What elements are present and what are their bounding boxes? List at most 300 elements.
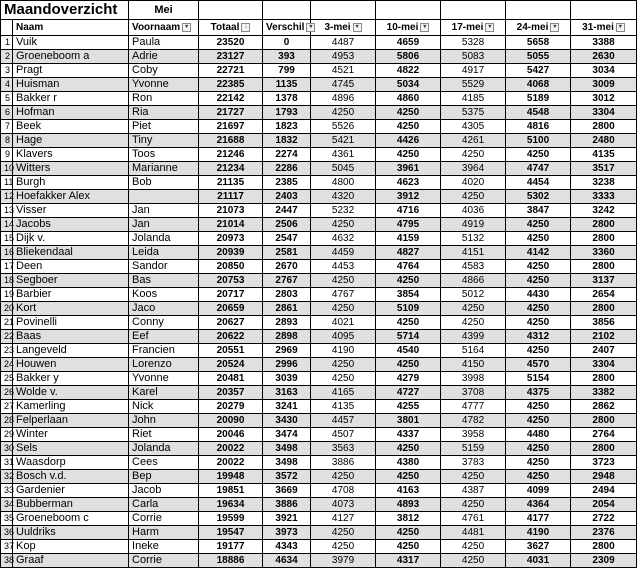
cell-3-mei[interactable]: 4453 (311, 260, 376, 274)
cell-voornaam[interactable]: Ineke (129, 540, 199, 554)
cell-31-mei[interactable]: 2054 (571, 498, 637, 512)
cell-17-mei[interactable]: 5328 (441, 36, 506, 50)
cell-3-mei[interactable]: 3563 (311, 442, 376, 456)
cell-voornaam[interactable]: John (129, 414, 199, 428)
cell-totaal[interactable]: 20659 (199, 302, 263, 316)
cell-row-index[interactable]: 19 (1, 288, 13, 302)
cell-voornaam[interactable]: Bep (129, 470, 199, 484)
cell-24-mei[interactable]: 4068 (506, 78, 571, 92)
cell-naam[interactable]: Dijk v. (13, 232, 129, 246)
cell-naam[interactable]: Felperlaan (13, 414, 129, 428)
cell-10-mei[interactable]: 4716 (376, 204, 441, 218)
cell-17-mei[interactable]: 4305 (441, 120, 506, 134)
cell-3-mei[interactable]: 4507 (311, 428, 376, 442)
cell-row-index[interactable]: 12 (1, 190, 13, 204)
cell-31-mei[interactable]: 2102 (571, 330, 637, 344)
cell-17-mei[interactable]: 5375 (441, 106, 506, 120)
cell-row-index[interactable]: 18 (1, 274, 13, 288)
cell-17-mei[interactable]: 4250 (441, 302, 506, 316)
cell-row-index[interactable]: 23 (1, 344, 13, 358)
cell-naam[interactable]: Uuldriks (13, 526, 129, 540)
cell-row-index[interactable]: 20 (1, 302, 13, 316)
cell-3-mei[interactable]: 5421 (311, 134, 376, 148)
cell-3-mei[interactable]: 4135 (311, 400, 376, 414)
cell-31-mei[interactable]: 2494 (571, 484, 637, 498)
cell-17-mei[interactable]: 4481 (441, 526, 506, 540)
cell-verschil[interactable]: 2547 (263, 232, 311, 246)
cell-naam[interactable]: Deen (13, 260, 129, 274)
filter-dropdown-icon[interactable]: ▾ (550, 23, 559, 32)
cell-3-mei[interactable]: 4745 (311, 78, 376, 92)
cell-24-mei[interactable]: 3627 (506, 540, 571, 554)
cell-naam[interactable]: Kort (13, 302, 129, 316)
cell-31-mei[interactable]: 3238 (571, 176, 637, 190)
cell-24-mei[interactable]: 5100 (506, 134, 571, 148)
filter-dropdown-icon[interactable]: ▾ (353, 23, 362, 32)
cell-row-index[interactable]: 10 (1, 162, 13, 176)
cell-voornaam[interactable]: Marianne (129, 162, 199, 176)
cell-naam[interactable]: Kop (13, 540, 129, 554)
empty-cell[interactable] (506, 1, 571, 20)
cell-24-mei[interactable]: 5055 (506, 50, 571, 64)
cell-naam[interactable]: Groeneboom a (13, 50, 129, 64)
cell-naam[interactable]: Klavers (13, 148, 129, 162)
cell-17-mei[interactable]: 3998 (441, 372, 506, 386)
cell-10-mei[interactable]: 5109 (376, 302, 441, 316)
cell-17-mei[interactable]: 4782 (441, 414, 506, 428)
cell-10-mei[interactable]: 4159 (376, 232, 441, 246)
cell-3-mei[interactable]: 4190 (311, 344, 376, 358)
cell-naam[interactable]: Huisman (13, 78, 129, 92)
cell-31-mei[interactable]: 3242 (571, 204, 637, 218)
cell-17-mei[interactable]: 3708 (441, 386, 506, 400)
cell-17-mei[interactable]: 4387 (441, 484, 506, 498)
cell-3-mei[interactable]: 5045 (311, 162, 376, 176)
cell-3-mei[interactable]: 4250 (311, 106, 376, 120)
cell-10-mei[interactable]: 4860 (376, 92, 441, 106)
cell-10-mei[interactable]: 5806 (376, 50, 441, 64)
cell-10-mei[interactable]: 4250 (376, 540, 441, 554)
cell-24-mei[interactable]: 4250 (506, 302, 571, 316)
cell-voornaam[interactable]: Ria (129, 106, 199, 120)
cell-totaal[interactable]: 22142 (199, 92, 263, 106)
cell-24-mei[interactable]: 4177 (506, 512, 571, 526)
cell-row-index[interactable]: 22 (1, 330, 13, 344)
cell-17-mei[interactable]: 4261 (441, 134, 506, 148)
cell-voornaam[interactable]: Yvonne (129, 78, 199, 92)
cell-verschil[interactable]: 2385 (263, 176, 311, 190)
cell-naam[interactable]: Bubberman (13, 498, 129, 512)
cell-totaal[interactable]: 20939 (199, 246, 263, 260)
cell-17-mei[interactable]: 4185 (441, 92, 506, 106)
cell-31-mei[interactable]: 2764 (571, 428, 637, 442)
cell-17-mei[interactable]: 4250 (441, 498, 506, 512)
cell-17-mei[interactable]: 4761 (441, 512, 506, 526)
cell-31-mei[interactable]: 3137 (571, 274, 637, 288)
cell-verschil[interactable]: 3498 (263, 456, 311, 470)
cell-31-mei[interactable]: 3333 (571, 190, 637, 204)
cell-verschil[interactable]: 3241 (263, 400, 311, 414)
cell-10-mei[interactable]: 5714 (376, 330, 441, 344)
cell-31-mei[interactable]: 2800 (571, 442, 637, 456)
cell-naam[interactable]: Bakker y (13, 372, 129, 386)
cell-3-mei[interactable]: 4459 (311, 246, 376, 260)
cell-totaal[interactable]: 20973 (199, 232, 263, 246)
cell-17-mei[interactable]: 5132 (441, 232, 506, 246)
cell-10-mei[interactable]: 4822 (376, 64, 441, 78)
cell-10-mei[interactable]: 4540 (376, 344, 441, 358)
cell-naam[interactable]: Graaf (13, 554, 129, 568)
cell-voornaam[interactable]: Nick (129, 400, 199, 414)
cell-31-mei[interactable]: 3304 (571, 106, 637, 120)
cell-totaal[interactable]: 21234 (199, 162, 263, 176)
cell-3-mei[interactable]: 4250 (311, 302, 376, 316)
cell-24-mei[interactable]: 4454 (506, 176, 571, 190)
cell-3-mei[interactable]: 4250 (311, 218, 376, 232)
cell-voornaam[interactable]: Jan (129, 204, 199, 218)
cell-3-mei[interactable]: 4250 (311, 274, 376, 288)
month-label[interactable]: Mei (129, 1, 199, 20)
cell-31-mei[interactable]: 3856 (571, 316, 637, 330)
cell-10-mei[interactable]: 4279 (376, 372, 441, 386)
cell-17-mei[interactable]: 5159 (441, 442, 506, 456)
cell-totaal[interactable]: 21697 (199, 120, 263, 134)
cell-3-mei[interactable]: 4320 (311, 190, 376, 204)
cell-totaal[interactable]: 20279 (199, 400, 263, 414)
cell-10-mei[interactable]: 4250 (376, 442, 441, 456)
cell-24-mei[interactable]: 5189 (506, 92, 571, 106)
cell-naam[interactable]: Segboer (13, 274, 129, 288)
cell-verschil[interactable]: 3163 (263, 386, 311, 400)
empty-cell[interactable] (199, 1, 263, 20)
cell-voornaam[interactable]: Jaco (129, 302, 199, 316)
cell-17-mei[interactable]: 4866 (441, 274, 506, 288)
cell-totaal[interactable]: 21727 (199, 106, 263, 120)
cell-totaal[interactable]: 19948 (199, 470, 263, 484)
cell-24-mei[interactable]: 4570 (506, 358, 571, 372)
cell-17-mei[interactable]: 4020 (441, 176, 506, 190)
cell-row-index[interactable]: 27 (1, 400, 13, 414)
cell-31-mei[interactable]: 2800 (571, 372, 637, 386)
cell-24-mei[interactable]: 5154 (506, 372, 571, 386)
cell-row-index[interactable]: 6 (1, 106, 13, 120)
cell-3-mei[interactable]: 4521 (311, 64, 376, 78)
cell-31-mei[interactable]: 2800 (571, 302, 637, 316)
cell-3-mei[interactable]: 4127 (311, 512, 376, 526)
cell-row-index[interactable]: 1 (1, 36, 13, 50)
cell-row-index[interactable]: 26 (1, 386, 13, 400)
cell-31-mei[interactable]: 4135 (571, 148, 637, 162)
cell-naam[interactable]: Hage (13, 134, 129, 148)
cell-31-mei[interactable]: 3517 (571, 162, 637, 176)
header-cell-3-mei[interactable] (311, 20, 376, 36)
cell-24-mei[interactable]: 4548 (506, 106, 571, 120)
cell-row-index[interactable]: 17 (1, 260, 13, 274)
cell-row-index[interactable]: 38 (1, 554, 13, 568)
cell-17-mei[interactable]: 4250 (441, 554, 506, 568)
cell-3-mei[interactable]: 4896 (311, 92, 376, 106)
cell-verschil[interactable]: 3669 (263, 484, 311, 498)
cell-31-mei[interactable]: 2654 (571, 288, 637, 302)
cell-row-index[interactable]: 30 (1, 442, 13, 456)
cell-row-index[interactable]: 37 (1, 540, 13, 554)
cell-10-mei[interactable]: 4250 (376, 120, 441, 134)
cell-31-mei[interactable]: 3304 (571, 358, 637, 372)
header-cell-verschil[interactable] (263, 20, 311, 36)
cell-31-mei[interactable]: 2800 (571, 540, 637, 554)
cell-voornaam[interactable]: Yvonne (129, 372, 199, 386)
cell-row-index[interactable]: 24 (1, 358, 13, 372)
cell-voornaam[interactable]: Riet (129, 428, 199, 442)
cell-row-index[interactable]: 9 (1, 148, 13, 162)
header-cell-31-mei[interactable] (571, 20, 637, 36)
cell-verschil[interactable]: 2403 (263, 190, 311, 204)
cell-naam[interactable]: Bliekendaal (13, 246, 129, 260)
cell-totaal[interactable]: 19599 (199, 512, 263, 526)
cell-totaal[interactable]: 19851 (199, 484, 263, 498)
cell-verschil[interactable]: 2447 (263, 204, 311, 218)
cell-row-index[interactable]: 34 (1, 498, 13, 512)
cell-3-mei[interactable]: 4767 (311, 288, 376, 302)
cell-verschil[interactable]: 2506 (263, 218, 311, 232)
cell-17-mei[interactable]: 4151 (441, 246, 506, 260)
cell-17-mei[interactable]: 4250 (441, 190, 506, 204)
cell-3-mei[interactable]: 4708 (311, 484, 376, 498)
cell-row-index[interactable]: 33 (1, 484, 13, 498)
cell-row-index[interactable]: 16 (1, 246, 13, 260)
cell-row-index[interactable]: 15 (1, 232, 13, 246)
cell-voornaam[interactable]: Coby (129, 64, 199, 78)
filter-dropdown-icon[interactable]: ▾ (182, 23, 191, 32)
cell-31-mei[interactable]: 3034 (571, 64, 637, 78)
cell-24-mei[interactable]: 5427 (506, 64, 571, 78)
cell-24-mei[interactable]: 4312 (506, 330, 571, 344)
cell-voornaam[interactable]: Bob (129, 176, 199, 190)
cell-voornaam[interactable]: Harm (129, 526, 199, 540)
cell-voornaam[interactable]: Francien (129, 344, 199, 358)
cell-24-mei[interactable]: 4250 (506, 456, 571, 470)
cell-10-mei[interactable]: 4250 (376, 106, 441, 120)
cell-17-mei[interactable]: 3958 (441, 428, 506, 442)
cell-24-mei[interactable]: 4250 (506, 316, 571, 330)
cell-voornaam[interactable]: Corrie (129, 554, 199, 568)
cell-totaal[interactable]: 20753 (199, 274, 263, 288)
cell-31-mei[interactable]: 2309 (571, 554, 637, 568)
cell-naam[interactable]: Jacobs (13, 218, 129, 232)
cell-row-index[interactable]: 36 (1, 526, 13, 540)
cell-voornaam[interactable]: Carla (129, 498, 199, 512)
cell-10-mei[interactable]: 4250 (376, 470, 441, 484)
cell-24-mei[interactable]: 4250 (506, 274, 571, 288)
cell-3-mei[interactable]: 5526 (311, 120, 376, 134)
cell-3-mei[interactable]: 4632 (311, 232, 376, 246)
cell-verschil[interactable]: 4343 (263, 540, 311, 554)
cell-totaal[interactable]: 20551 (199, 344, 263, 358)
cell-24-mei[interactable]: 4031 (506, 554, 571, 568)
cell-totaal[interactable]: 20524 (199, 358, 263, 372)
cell-31-mei[interactable]: 2376 (571, 526, 637, 540)
cell-24-mei[interactable]: 4364 (506, 498, 571, 512)
cell-verschil[interactable]: 3430 (263, 414, 311, 428)
cell-10-mei[interactable]: 4255 (376, 400, 441, 414)
header-cell-index[interactable] (1, 20, 13, 36)
cell-24-mei[interactable]: 4250 (506, 400, 571, 414)
cell-voornaam[interactable]: Eef (129, 330, 199, 344)
cell-totaal[interactable]: 23520 (199, 36, 263, 50)
cell-totaal[interactable]: 20022 (199, 456, 263, 470)
cell-totaal[interactable]: 20357 (199, 386, 263, 400)
cell-3-mei[interactable]: 4953 (311, 50, 376, 64)
cell-naam[interactable]: Houwen (13, 358, 129, 372)
cell-naam[interactable]: Waasdorp (13, 456, 129, 470)
cell-3-mei[interactable]: 4487 (311, 36, 376, 50)
cell-17-mei[interactable]: 3964 (441, 162, 506, 176)
cell-3-mei[interactable]: 4250 (311, 526, 376, 540)
cell-24-mei[interactable]: 4250 (506, 442, 571, 456)
header-cell-17-mei[interactable] (441, 20, 506, 36)
cell-17-mei[interactable]: 5083 (441, 50, 506, 64)
cell-totaal[interactable]: 19547 (199, 526, 263, 540)
cell-17-mei[interactable]: 4919 (441, 218, 506, 232)
cell-10-mei[interactable]: 4337 (376, 428, 441, 442)
cell-verschil[interactable]: 2581 (263, 246, 311, 260)
cell-row-index[interactable]: 28 (1, 414, 13, 428)
cell-10-mei[interactable]: 4317 (376, 554, 441, 568)
cell-voornaam[interactable]: Corrie (129, 512, 199, 526)
cell-3-mei[interactable]: 3979 (311, 554, 376, 568)
cell-voornaam[interactable]: Conny (129, 316, 199, 330)
cell-voornaam[interactable]: Bas (129, 274, 199, 288)
cell-31-mei[interactable]: 2800 (571, 232, 637, 246)
cell-24-mei[interactable]: 4250 (506, 148, 571, 162)
cell-3-mei[interactable]: 4165 (311, 386, 376, 400)
cell-17-mei[interactable]: 4917 (441, 64, 506, 78)
cell-17-mei[interactable]: 5529 (441, 78, 506, 92)
cell-naam[interactable]: Bakker r (13, 92, 129, 106)
cell-voornaam[interactable]: Piet (129, 120, 199, 134)
cell-10-mei[interactable]: 4250 (376, 526, 441, 540)
filter-dropdown-icon[interactable]: ▾ (485, 23, 494, 32)
cell-totaal[interactable]: 20850 (199, 260, 263, 274)
cell-3-mei[interactable]: 4800 (311, 176, 376, 190)
cell-10-mei[interactable]: 4795 (376, 218, 441, 232)
cell-verschil[interactable]: 3973 (263, 526, 311, 540)
cell-row-index[interactable]: 25 (1, 372, 13, 386)
cell-24-mei[interactable]: 4250 (506, 344, 571, 358)
cell-totaal[interactable]: 20046 (199, 428, 263, 442)
cell-totaal[interactable]: 20022 (199, 442, 263, 456)
cell-17-mei[interactable]: 4583 (441, 260, 506, 274)
cell-row-index[interactable]: 35 (1, 512, 13, 526)
cell-totaal[interactable]: 22721 (199, 64, 263, 78)
cell-17-mei[interactable]: 3783 (441, 456, 506, 470)
cell-voornaam[interactable]: Jolanda (129, 442, 199, 456)
cell-row-index[interactable]: 8 (1, 134, 13, 148)
empty-cell[interactable] (263, 1, 311, 20)
cell-totaal[interactable]: 20481 (199, 372, 263, 386)
cell-naam[interactable]: Witters (13, 162, 129, 176)
cell-10-mei[interactable]: 4250 (376, 316, 441, 330)
cell-row-index[interactable]: 32 (1, 470, 13, 484)
cell-totaal[interactable]: 20717 (199, 288, 263, 302)
cell-10-mei[interactable]: 5034 (376, 78, 441, 92)
cell-31-mei[interactable]: 3009 (571, 78, 637, 92)
cell-verschil[interactable]: 0 (263, 36, 311, 50)
cell-31-mei[interactable]: 3723 (571, 456, 637, 470)
cell-31-mei[interactable]: 2862 (571, 400, 637, 414)
header-cell-naam[interactable] (13, 20, 129, 36)
cell-row-index[interactable]: 4 (1, 78, 13, 92)
cell-totaal[interactable]: 21246 (199, 148, 263, 162)
cell-24-mei[interactable]: 4430 (506, 288, 571, 302)
cell-24-mei[interactable]: 4816 (506, 120, 571, 134)
cell-24-mei[interactable]: 4250 (506, 470, 571, 484)
cell-verschil[interactable]: 2996 (263, 358, 311, 372)
cell-verschil[interactable]: 2670 (263, 260, 311, 274)
cell-31-mei[interactable]: 2800 (571, 218, 637, 232)
cell-voornaam[interactable]: Ron (129, 92, 199, 106)
cell-voornaam[interactable]: Karel (129, 386, 199, 400)
cell-31-mei[interactable]: 2948 (571, 470, 637, 484)
cell-31-mei[interactable]: 3382 (571, 386, 637, 400)
cell-verschil[interactable]: 3474 (263, 428, 311, 442)
cell-31-mei[interactable]: 2630 (571, 50, 637, 64)
cell-3-mei[interactable]: 4073 (311, 498, 376, 512)
cell-17-mei[interactable]: 4777 (441, 400, 506, 414)
cell-10-mei[interactable]: 4250 (376, 274, 441, 288)
cell-row-index[interactable]: 31 (1, 456, 13, 470)
cell-naam[interactable]: Hofman (13, 106, 129, 120)
cell-10-mei[interactable]: 4250 (376, 148, 441, 162)
cell-naam[interactable]: Gardenier (13, 484, 129, 498)
cell-17-mei[interactable]: 4250 (441, 470, 506, 484)
cell-verschil[interactable]: 3498 (263, 442, 311, 456)
header-cell-voornaam[interactable] (129, 20, 199, 36)
cell-totaal[interactable]: 23127 (199, 50, 263, 64)
cell-totaal[interactable]: 21073 (199, 204, 263, 218)
cell-row-index[interactable]: 5 (1, 92, 13, 106)
cell-10-mei[interactable]: 4764 (376, 260, 441, 274)
empty-cell[interactable] (376, 1, 441, 20)
cell-naam[interactable]: Visser (13, 204, 129, 218)
cell-voornaam[interactable]: Sandor (129, 260, 199, 274)
cell-naam[interactable]: Wolde v. (13, 386, 129, 400)
cell-verschil[interactable]: 2274 (263, 148, 311, 162)
cell-voornaam[interactable]: Adrie (129, 50, 199, 64)
cell-31-mei[interactable]: 2480 (571, 134, 637, 148)
cell-17-mei[interactable]: 4036 (441, 204, 506, 218)
cell-row-index[interactable]: 13 (1, 204, 13, 218)
cell-naam[interactable]: Winter (13, 428, 129, 442)
cell-totaal[interactable]: 20090 (199, 414, 263, 428)
cell-totaal[interactable]: 21688 (199, 134, 263, 148)
cell-naam[interactable]: Pragt (13, 64, 129, 78)
filter-dropdown-icon[interactable]: ▾ (420, 23, 429, 32)
cell-17-mei[interactable]: 5012 (441, 288, 506, 302)
cell-row-index[interactable]: 3 (1, 64, 13, 78)
cell-row-index[interactable]: 2 (1, 50, 13, 64)
cell-naam[interactable]: Baas (13, 330, 129, 344)
cell-verschil[interactable]: 2286 (263, 162, 311, 176)
cell-naam[interactable]: Sels (13, 442, 129, 456)
cell-voornaam[interactable]: Koos (129, 288, 199, 302)
cell-31-mei[interactable]: 2407 (571, 344, 637, 358)
cell-voornaam[interactable]: Lorenzo (129, 358, 199, 372)
cell-naam[interactable]: Groeneboom c (13, 512, 129, 526)
cell-verschil[interactable]: 3921 (263, 512, 311, 526)
cell-totaal[interactable]: 20627 (199, 316, 263, 330)
cell-verschil[interactable]: 2898 (263, 330, 311, 344)
